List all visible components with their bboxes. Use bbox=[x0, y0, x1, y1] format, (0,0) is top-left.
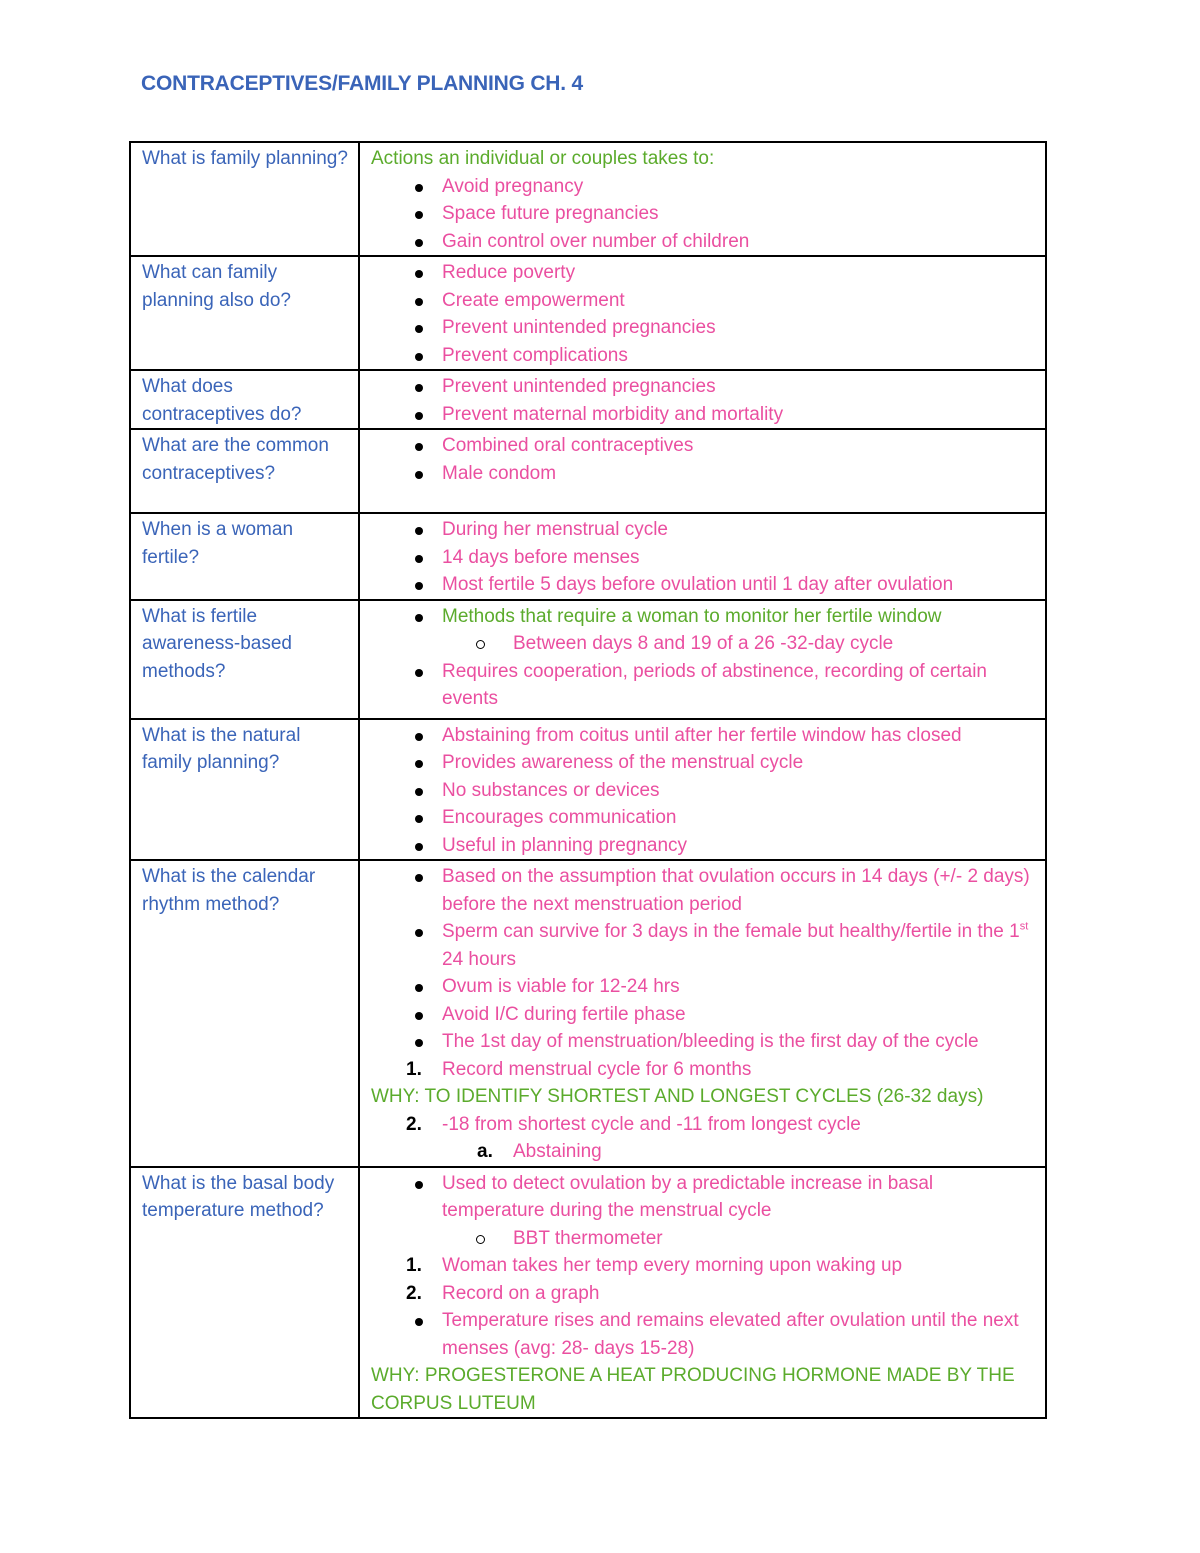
bullet-icon bbox=[415, 722, 423, 750]
answer-text: Avoid I/C during fertile phase bbox=[442, 1003, 686, 1025]
answer-item bbox=[371, 603, 1037, 631]
answer-cell bbox=[359, 719, 1046, 861]
bullet-icon bbox=[415, 777, 423, 805]
bullet-icon bbox=[415, 342, 423, 370]
answer-text: 14 days before menses bbox=[442, 546, 640, 568]
answer-text: Woman takes her temp every morning upon waking up bbox=[442, 1255, 903, 1276]
answer-cell bbox=[359, 513, 1046, 600]
answer-item bbox=[371, 401, 1037, 429]
bullet-icon bbox=[415, 516, 423, 544]
answer-text: Ovum is viable for 12-24 hrs bbox=[442, 976, 680, 997]
answer-cell bbox=[359, 600, 1046, 719]
answer-text: No substances or devices bbox=[442, 779, 660, 801]
bullet-icon bbox=[415, 373, 423, 401]
answer-item bbox=[371, 145, 1037, 173]
answer-item bbox=[371, 1001, 1037, 1029]
answer-text: The 1st day of menstruation/bleeding is the first day of the cycle bbox=[442, 1031, 979, 1052]
answer-item bbox=[371, 1028, 1037, 1056]
question-cell: When is a woman fertile? bbox=[130, 513, 359, 600]
answer-cell bbox=[359, 1167, 1046, 1419]
answer-cell bbox=[359, 256, 1046, 370]
answer-item bbox=[371, 722, 1037, 750]
bullet-icon bbox=[415, 571, 423, 599]
bullet-icon bbox=[415, 603, 423, 631]
question-cell: What is the calendar rhythm method? bbox=[130, 860, 359, 1167]
answer-item bbox=[371, 432, 1037, 460]
answer-text: Prevent unintended pregnancies bbox=[442, 376, 716, 397]
answer-text: Sperm can survive for 3 days in the female but healthy/fertile in the 1 bbox=[442, 921, 1020, 942]
answer-item bbox=[371, 1225, 1037, 1253]
table-row bbox=[130, 719, 1046, 861]
table-row bbox=[130, 860, 1046, 1167]
answer-text: Prevent unintended pregnancies bbox=[442, 317, 716, 338]
table-row bbox=[130, 429, 1046, 513]
answer-item bbox=[371, 460, 1037, 488]
answer-cell bbox=[359, 860, 1046, 1167]
answer-text: WHY: PROGESTERONE A HEAT PRODUCING HORMONE MADE BY THE CORPUS LUTEUM bbox=[371, 1365, 1015, 1414]
answer-text: Based on the assumption that ovulation occurs in 14 days (+/- 2 days) before the next menstruation period bbox=[442, 866, 1030, 915]
bullet-icon bbox=[415, 287, 423, 315]
table-row bbox=[130, 1167, 1046, 1419]
answer-text: Male condom bbox=[442, 462, 557, 484]
answer-text: Used to detect ovulation by a predictable increase in basal temperature during the menstrual cycle bbox=[442, 1172, 934, 1221]
bullet-icon bbox=[415, 228, 423, 256]
answer-item bbox=[371, 863, 1037, 918]
answer-text: Abstaining bbox=[513, 1141, 602, 1162]
question-cell: What does contraceptives do? bbox=[130, 370, 359, 429]
answer-item bbox=[371, 658, 1037, 713]
answer-text: Space future pregnancies bbox=[442, 203, 659, 224]
answer-item bbox=[371, 1280, 1037, 1308]
question-cell: What can family planning also do? bbox=[130, 256, 359, 370]
bullet-icon bbox=[415, 658, 423, 686]
list-marker: 2. bbox=[406, 1282, 422, 1304]
bullet-icon bbox=[415, 1028, 423, 1056]
answer-item bbox=[371, 777, 1037, 805]
answer-text: Combined oral contraceptives bbox=[442, 435, 694, 456]
answer-item bbox=[371, 832, 1037, 860]
bullet-icon bbox=[415, 314, 423, 342]
answer-text: Encourages communication bbox=[442, 807, 677, 828]
bullet-icon bbox=[415, 918, 423, 946]
answer-text: Avoid pregnancy bbox=[442, 175, 584, 197]
superscript: st bbox=[1019, 920, 1029, 933]
answer-text: Actions an individual or couples takes to: bbox=[371, 148, 715, 169]
list-marker: a. bbox=[477, 1141, 493, 1162]
answer-text-continued: 24 hours bbox=[442, 948, 516, 970]
answer-item bbox=[371, 1056, 1037, 1084]
answer-item bbox=[371, 804, 1037, 832]
answer-text: Prevent complications bbox=[442, 344, 628, 366]
bullet-icon bbox=[415, 432, 423, 460]
question-cell: What is the basal body temperature method? bbox=[130, 1167, 359, 1419]
answer-text: BBT thermometer bbox=[513, 1227, 663, 1249]
answer-text: Useful in planning pregnancy bbox=[442, 834, 688, 856]
qa-table bbox=[129, 141, 1047, 1419]
page-title: CONTRACEPTIVES/FAMILY PLANNING CH. 4 bbox=[141, 72, 584, 95]
question-cell: What are the common contraceptives? bbox=[130, 429, 359, 513]
answer-text: Methods that require a woman to monitor her fertile window bbox=[442, 605, 942, 627]
list-marker: 2. bbox=[406, 1113, 422, 1135]
hollow-bullet-icon bbox=[476, 630, 485, 658]
question-cell: What is family planning? bbox=[130, 142, 359, 256]
answer-item bbox=[371, 342, 1037, 370]
question-cell: What is the natural family planning? bbox=[130, 719, 359, 861]
answer-item bbox=[371, 287, 1037, 315]
answer-text: Between days 8 and 19 of a 26 -32-day cycle bbox=[513, 633, 894, 654]
answer-item bbox=[371, 973, 1037, 1001]
answer-text: Reduce poverty bbox=[442, 262, 576, 283]
answer-text: Record menstrual cycle for 6 months bbox=[442, 1058, 752, 1080]
bullet-icon bbox=[415, 544, 423, 572]
answer-text: WHY: TO IDENTIFY SHORTEST AND LONGEST CYCLES (26-32 days) bbox=[371, 1086, 984, 1107]
bullet-icon bbox=[415, 863, 423, 891]
bullet-icon bbox=[415, 1307, 423, 1335]
answer-item bbox=[371, 314, 1037, 342]
answer-text: Gain control over number of children bbox=[442, 230, 750, 252]
answer-text: Most fertile 5 days before ovulation until 1 day after ovulation bbox=[442, 574, 954, 595]
answer-text: Temperature rises and remains elevated after ovulation until the next menses (avg: 28- days 15-28) bbox=[442, 1310, 1019, 1359]
answer-item bbox=[371, 1307, 1037, 1362]
table-row bbox=[130, 256, 1046, 370]
answer-item bbox=[371, 630, 1037, 658]
answer-text: Abstaining from coitus until after her fertile window has closed bbox=[442, 724, 962, 746]
answer-item bbox=[371, 544, 1037, 572]
bullet-icon bbox=[415, 804, 423, 832]
answer-item bbox=[371, 1111, 1037, 1139]
hollow-bullet-icon bbox=[476, 1225, 485, 1253]
answer-item bbox=[371, 1170, 1037, 1225]
bullet-icon bbox=[415, 173, 423, 201]
answer-item bbox=[371, 1083, 1037, 1111]
bullet-icon bbox=[415, 200, 423, 228]
answer-cell bbox=[359, 370, 1046, 429]
answer-text: -18 from shortest cycle and -11 from longest cycle bbox=[442, 1113, 861, 1135]
answer-item bbox=[371, 918, 1037, 973]
answer-cell bbox=[359, 142, 1046, 256]
list-marker: 1. bbox=[406, 1058, 422, 1080]
answer-item bbox=[371, 571, 1037, 599]
table-row bbox=[130, 600, 1046, 719]
answer-item bbox=[371, 200, 1037, 228]
bullet-icon bbox=[415, 460, 423, 488]
answer-item bbox=[371, 259, 1037, 287]
answer-item bbox=[371, 373, 1037, 401]
bullet-icon bbox=[415, 259, 423, 287]
answer-text: Create empowerment bbox=[442, 289, 625, 311]
bullet-icon bbox=[415, 832, 423, 860]
answer-text: Record on a graph bbox=[442, 1282, 600, 1304]
answer-text: Prevent maternal morbidity and mortality bbox=[442, 403, 784, 425]
answer-text: Requires cooperation, periods of abstinence, recording of certain events bbox=[442, 660, 987, 709]
table-row bbox=[130, 142, 1046, 256]
answer-item bbox=[371, 173, 1037, 201]
bullet-icon bbox=[415, 973, 423, 1001]
answer-item bbox=[371, 516, 1037, 544]
answer-item bbox=[371, 228, 1037, 256]
answer-text: During her menstrual cycle bbox=[442, 519, 668, 540]
answer-cell bbox=[359, 429, 1046, 513]
answer-item bbox=[371, 749, 1037, 777]
list-marker: 1. bbox=[406, 1255, 422, 1276]
question-cell: What is fertile awareness-based methods? bbox=[130, 600, 359, 719]
table-row bbox=[130, 513, 1046, 600]
bullet-icon bbox=[415, 1170, 423, 1198]
table-row bbox=[130, 370, 1046, 429]
answer-item bbox=[371, 1362, 1037, 1417]
qa-table-body bbox=[130, 142, 1046, 1418]
answer-item bbox=[371, 1252, 1037, 1280]
answer-text: Provides awareness of the menstrual cycle bbox=[442, 752, 804, 773]
bullet-icon bbox=[415, 749, 423, 777]
bullet-icon bbox=[415, 401, 423, 429]
answer-item bbox=[371, 1138, 1037, 1166]
bullet-icon bbox=[415, 1001, 423, 1029]
